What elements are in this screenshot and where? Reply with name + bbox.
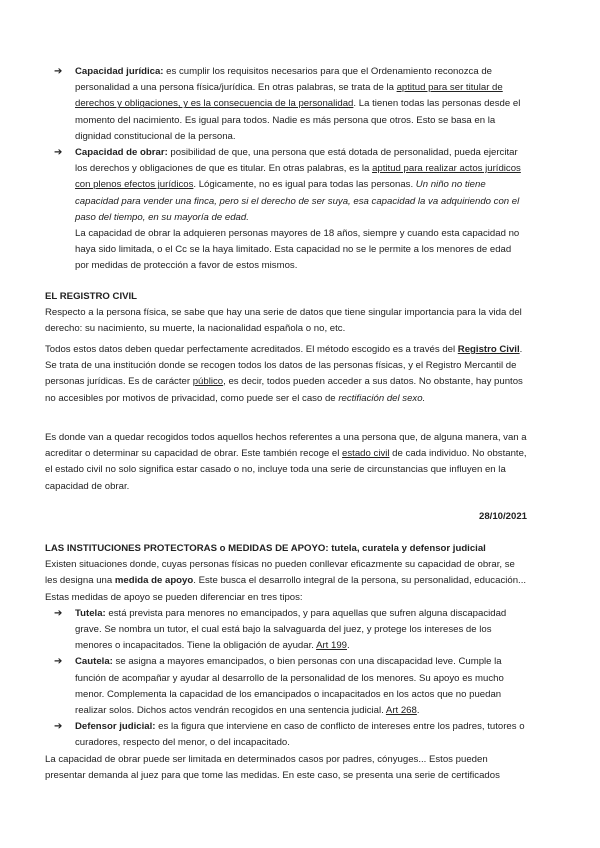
text: . Se trata de una institución donde se recogen todos los datos de las personas físicas, y el Registro Mercantil de personas jurídicas. Es de carácter xyxy=(45,344,523,388)
arrow-icon: ➔ xyxy=(54,147,63,159)
term-cautela: Cautela: xyxy=(75,656,113,668)
paragraph xyxy=(45,342,527,407)
medidas-list xyxy=(45,606,527,752)
article-link[interactable]: Art 268 xyxy=(385,705,417,717)
text: posibilidad de que, una persona que está dotada de personalidad, pueda ejercitar los derechos y obligaciones de que es titular. En otras palabras, es la xyxy=(75,147,518,175)
underlined-text: aptitud para ser titular de derechos y obligaciones, y es la consecuencia de la personalidad xyxy=(75,82,503,110)
underlined-text: aptitud para realizar actos jurídicos con plenos efectos jurídicos xyxy=(75,163,521,191)
registro-paragraph-2 xyxy=(45,342,527,407)
paragraph: La capacidad de obrar la adquieren personas mayores de 18 años, siempre y cuando esta capacidad no haya sido limitada, o el Cc se la haya limitado. Esta capacidad no se le permite a los menores de edad por medidas de protección a favor de estos mismos. xyxy=(75,228,520,272)
text: de cada individuo. No obstante, el estado civil no solo significa estar casado o no, incluye toda una serie de circunstancias que influyen en la capacidad de obrar. xyxy=(45,448,527,492)
arrow-icon: ➔ xyxy=(54,66,63,77)
registro-paragraph-3 xyxy=(45,430,527,495)
underlined-text: público xyxy=(192,376,224,388)
section-heading: EL REGISTRO CIVIL xyxy=(45,291,138,302)
text: . Lógicamente, no es igual para todas las personas. xyxy=(193,179,416,191)
date: 28/10/2021 xyxy=(478,511,527,522)
text: es cumplir los requisitos necesarios para que el Ordenamiento reconozca de personalidad a una persona física/jurídica. En otras palabras, se trata de la xyxy=(75,66,492,94)
period: . xyxy=(416,705,420,717)
capacidad-list xyxy=(45,64,527,275)
arrow-icon: ➔ xyxy=(54,721,63,733)
text: . La tienen todas las personas desde el momento del nacimiento. Es igual para todos. Nadie es más persona que otros. Esto se basa en la dignidad constitucional de la persona. xyxy=(75,98,521,142)
text: Existen situaciones donde, cuyas personas físicas no pueden conllevar eficazmente su capacidad de obrar, se les designa una xyxy=(45,559,515,587)
text: , es decir, todos pueden acceder a sus datos. No obstante, hay puntos no accesibles por motivos de privacidad, como puede ser el caso de xyxy=(45,376,523,404)
paragraph xyxy=(45,557,527,606)
list-item-cautela xyxy=(45,654,527,719)
text: es la figura que interviene en caso de conflicto de intereses entre los padres, tutores o curadores, respecto del menor, o del incapacitado. xyxy=(75,721,525,749)
italic-text: rectifiación del sexo. xyxy=(338,392,426,404)
paragraph xyxy=(45,430,527,495)
list-item-capacidad-juridica xyxy=(45,64,527,145)
text: Es donde van a quedar recogidos todos aquellos hechos referentes a una persona que, de alguna manera, van a acreditar o determinar su capacidad de obrar. Este también recoge el xyxy=(45,432,527,460)
term-capacidad-juridica: Capacidad jurídica: xyxy=(75,66,164,77)
text: se asigna a mayores emancipados, o bien personas con una discapacidad leve. Cumple la función de acompañar y ayudar al desarrollo de la personalidad de los menores. Su apoyo es mucho menor. Complementa la capacidad de los emancipados o incapacitados en los actos que no puedan realizar solos. Dichos actos vendrán recogidos en una sentencia judicial. xyxy=(75,656,504,717)
paragraph: La capacidad de obrar puede ser limitada en determinados casos por padres, cónyuges... Estos pueden presentar demanda al juez para que tome las medidas. En este caso, se presenta una serie de certificados xyxy=(45,753,500,781)
italic-example: Un niño no tiene capacidad para vender una finca, pero si el derecho de ser suya, esa capacidad la va adquiriendo con el paso del tiempo, en su mayoría de edad. xyxy=(75,179,520,223)
registro-section xyxy=(45,289,527,338)
period: . xyxy=(347,640,350,652)
date-row xyxy=(45,509,527,525)
term-capacidad-obrar: Capacidad de obrar: xyxy=(75,147,168,159)
text: está prevista para menores no emancipados, y para aquellas que sufren alguna discapacidad grave. Se nombra un tutor, el cual está bajo la salvaguarda del juez, y protege los intereses de los menores o incapacitados. Tiene la obligación de ayudar. xyxy=(75,607,507,652)
arrow-icon: ➔ xyxy=(54,607,63,619)
bold-text: medida de apoyo xyxy=(114,575,194,587)
text: . Este busca el desarrollo integral de la persona, su personalidad, educación... Estas medidas de apoyo se pueden diferenciar en tres tipos: xyxy=(45,575,527,603)
instituciones-section xyxy=(45,541,527,784)
registro-civil-link[interactable]: Registro Civil xyxy=(457,344,520,355)
text: Todos estos datos deben quedar perfectamente acreditados. El método escogido es a través del xyxy=(45,344,458,355)
list-item-tutela xyxy=(45,606,527,655)
term-defensor: Defensor judicial: xyxy=(75,721,156,733)
term-tutela: Tutela: xyxy=(75,607,106,619)
section-heading: LAS INSTITUCIONES PROTECTORAS o MEDIDAS DE APOYO: tutela, curatela y defensor judicial xyxy=(45,543,486,554)
underlined-text: estado civil xyxy=(342,448,390,460)
article-link[interactable]: Art 199 xyxy=(316,640,348,652)
capacidad-section xyxy=(45,64,527,275)
list-item-capacidad-obrar xyxy=(45,145,527,275)
paragraph: Respecto a la persona física, se sabe que hay una serie de datos que tiene singular importancia para la vida del derecho: su nacimiento, su muerte, la nacionalidad española o no, etc. xyxy=(45,307,522,335)
arrow-icon: ➔ xyxy=(54,656,63,668)
list-item-defensor xyxy=(45,719,527,751)
